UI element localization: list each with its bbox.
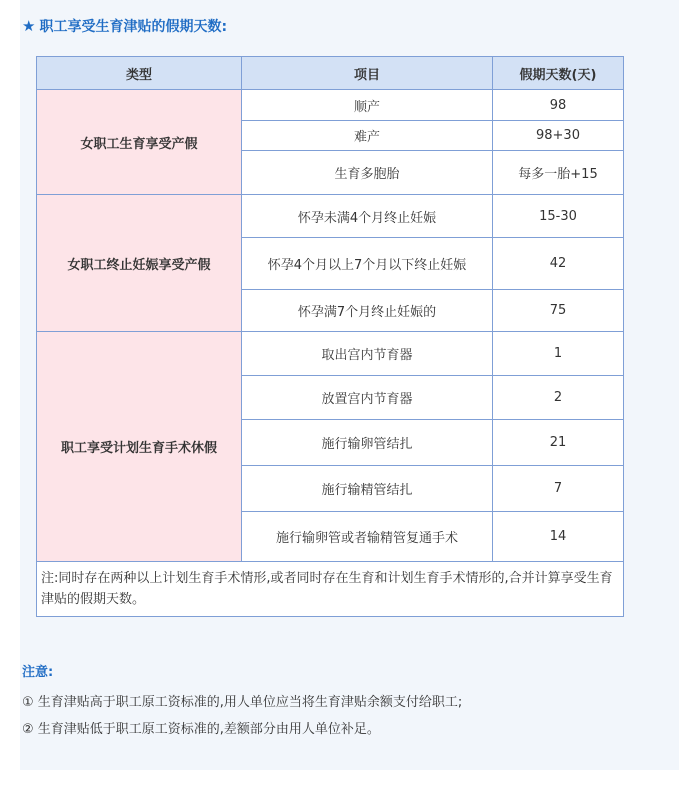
notice-title: 注意: [22,665,54,680]
item-cell: 怀孕4个月以上7个月以下终止妊娠 [242,238,493,290]
item-cell: 施行输精管结扎 [242,466,493,512]
table-row [37,332,624,376]
days-cell: 15-30 [493,195,624,238]
days-cell: 42 [493,238,624,290]
item-cell: 难产 [242,121,493,151]
days-cell: 2 [493,376,624,420]
table-row [37,195,624,238]
type-cell: 职工享受计划生育手术休假 [37,332,242,562]
item-cell: 放置宫内节育器 [242,376,493,420]
days-cell: 7 [493,466,624,512]
type-cell: 女职工生育享受产假 [37,90,242,195]
item-cell: 怀孕满7个月终止妊娠的 [242,290,493,332]
item-cell: 取出宫内节育器 [242,332,493,376]
notice-line-2: ② 生育津贴低于职工原工资标准的,差额部分由用人单位补足。 [22,722,380,737]
table-note-row [37,562,624,617]
table-row [37,90,624,121]
leave-days-table [36,56,624,617]
days-cell: 14 [493,512,624,562]
star-icon: ★ [22,17,36,35]
type-cell: 女职工终止妊娠享受产假 [37,195,242,332]
header-item: 项目 [242,57,493,90]
section-heading-text: 职工享受生育津贴的假期天数: [39,19,228,35]
days-cell: 75 [493,290,624,332]
item-cell: 施行输卵管结扎 [242,420,493,466]
item-cell: 怀孕未满4个月终止妊娠 [242,195,493,238]
table-note: 注:同时存在两种以上计划生育手术情形,或者同时存在生育和计划生育手术情形的,合并计算享受生育津贴的假期天数。 [37,562,624,617]
header-type: 类型 [37,57,242,90]
days-cell: 98+30 [493,121,624,151]
days-cell: 1 [493,332,624,376]
notice-line-1: ① 生育津贴高于职工原工资标准的,用人单位应当将生育津贴余额支付给职工; [22,695,463,710]
item-cell: 施行输卵管或者输精管复通手术 [242,512,493,562]
days-cell: 每多一胎+15 [493,151,624,195]
days-cell: 21 [493,420,624,466]
item-cell: 顺产 [242,90,493,121]
table-header-row [37,57,624,90]
header-days: 假期天数(天) [493,57,624,90]
section-heading [22,16,227,36]
item-cell: 生育多胞胎 [242,151,493,195]
days-cell: 98 [493,90,624,121]
